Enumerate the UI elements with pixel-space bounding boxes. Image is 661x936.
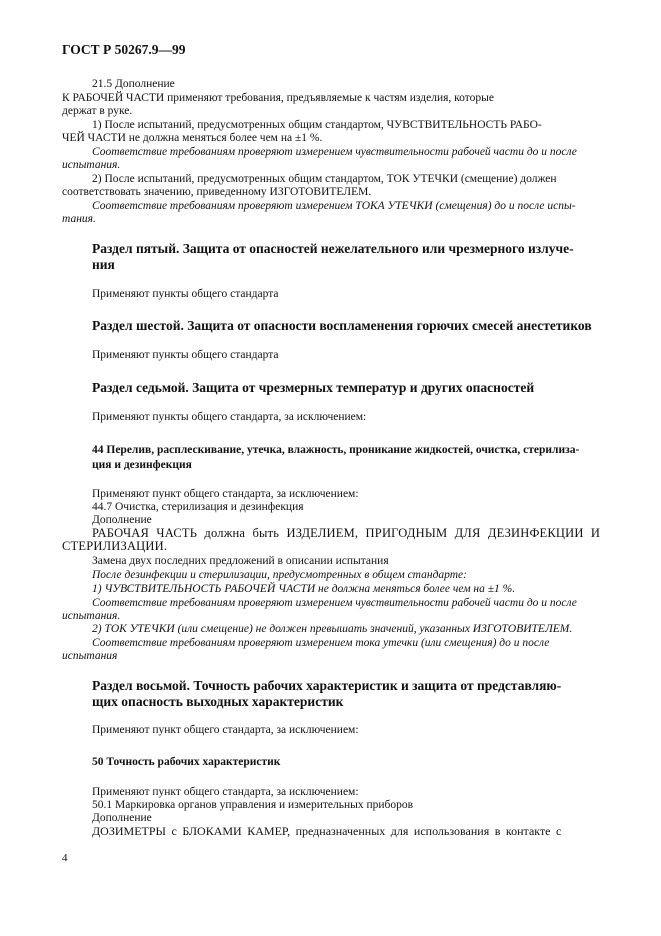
clause-44-7-title: 44.7 Очистка, стерилизация и дезинфекция xyxy=(92,501,304,513)
document-header: ГОСТ Р 50267.9—99 xyxy=(62,42,186,57)
clause-44-7-item1: 1) ЧУВСТВИТЕЛЬНОСТЬ РАБОЧЕЙ ЧАСТИ не должна меняться более чем на ±1 %. xyxy=(92,583,516,595)
section-7-title: Раздел седьмой. Защита от чрезмерных температур и других опасностей xyxy=(92,380,535,395)
clause-21-5-check2-cont: тания. xyxy=(62,213,96,225)
section-5-text: Применяют пункты общего стандарта xyxy=(92,288,279,300)
section-8-title: Раздел восьмой. Точность рабочих характеристик и защита от представляю- xyxy=(92,678,562,693)
clause-44-7-addition: Дополнение xyxy=(92,514,152,526)
clause-21-5-item1: 1) После испытаний, предусмотренных общим стандартом, ЧУВСТВИТЕЛЬНОСТЬ РАБО- xyxy=(92,119,542,131)
clause-21-5-text: К РАБОЧЕЙ ЧАСТИ применяют требования, предъявляемые к частям изделия, которые xyxy=(62,92,494,104)
section-7-text: Применяют пункты общего стандарта, за исключением: xyxy=(92,411,367,423)
section-8-text: Применяют пункт общего стандарта, за исключением: xyxy=(92,724,359,736)
page-number: 4 xyxy=(62,852,68,864)
section-5-title: Раздел пятый. Защита от опасностей нежелательного или чрезмерного излуче- xyxy=(92,241,574,256)
clause-21-5-item1-cont: ЧЕЙ ЧАСТИ не должна меняться более чем на ±1 %. xyxy=(62,132,323,144)
clause-21-5-check1-cont: испытания. xyxy=(62,159,121,171)
clause-21-5-item2-cont: соответствовать значению, приведенному ИЗГОТОВИТЕЛЕМ. xyxy=(62,186,372,198)
clause-44-title-cont: ция и дезинфекция xyxy=(92,459,192,471)
clause-21-5-check2: Соответствие требованиям проверяют измерением ТОКА УТЕЧКИ (смещения) до и после испы- xyxy=(92,200,576,212)
clause-44-7-replacement: Замена двух последних предложений в описании испытания xyxy=(92,555,389,567)
clause-44-7-text-cont: СТЕРИЛИЗАЦИИ. xyxy=(62,539,168,553)
section-6-text: Применяют пункты общего стандарта xyxy=(92,349,279,361)
clause-50-1-title: 50.1 Маркировка органов управления и измерительных приборов xyxy=(92,799,414,811)
clause-21-5-title: 21.5 Дополнение xyxy=(92,78,175,90)
clause-44-7-check2-cont: испытания xyxy=(62,650,118,662)
clause-44-7-item2: 2) ТОК УТЕЧКИ (или смещение) не должен превышать значений, указанных ИЗГОТОВИТЕЛЕМ. xyxy=(92,623,573,635)
clause-50-1-addition: Дополнение xyxy=(92,812,152,824)
clause-44-7-text: РАБОЧАЯ ЧАСТЬ должна быть ИЗДЕЛИЕМ, ПРИГОДНЫМ ДЛЯ ДЕЗИНФЕКЦИИ И xyxy=(92,526,601,540)
clause-44-7-check2: Соответствие требованиям проверяют измерением тока утечки (или смещения) до и после xyxy=(92,637,550,649)
section-6-title: Раздел шестой. Защита от опасности воспламенения горючих смесей анестетиков xyxy=(92,318,592,333)
section-8-title-cont: щих опасность выходных характеристик xyxy=(92,694,344,709)
clause-21-5-text-cont: держат в руке. xyxy=(62,105,133,117)
section-5-title-cont: ния xyxy=(92,257,115,272)
clause-44-7-check1: Соответствие требованиям проверяют измерением чувствительности рабочей части до и после xyxy=(92,597,577,609)
clause-44-7-check1-cont: испытания. xyxy=(62,610,121,622)
clause-44-title: 44 Перелив, расплескивание, утечка, влажность, проникание жидкостей, очистка, стерилиза- xyxy=(92,444,580,456)
clause-21-5-item2: 2) После испытаний, предусмотренных общим стандартом, ТОК УТЕЧКИ (смещение) должен xyxy=(92,173,557,185)
clause-50-1-text: ДОЗИМЕТРЫ с БЛОКАМИ КАМЕР, предназначенных для использования в контакте с xyxy=(92,824,562,838)
clause-50-title: 50 Точность рабочих характеристик xyxy=(92,756,281,768)
clause-50-text: Применяют пункт общего стандарта, за исключением: xyxy=(92,786,359,798)
clause-21-5-check1: Соответствие требованиям проверяют измерением чувствительности рабочей части до и после xyxy=(92,146,577,158)
clause-44-7-after: После дезинфекции и стерилизации, предусмотренных в общем стандарте: xyxy=(92,569,467,581)
clause-44-text: Применяют пункт общего стандарта, за исключением: xyxy=(92,488,359,500)
